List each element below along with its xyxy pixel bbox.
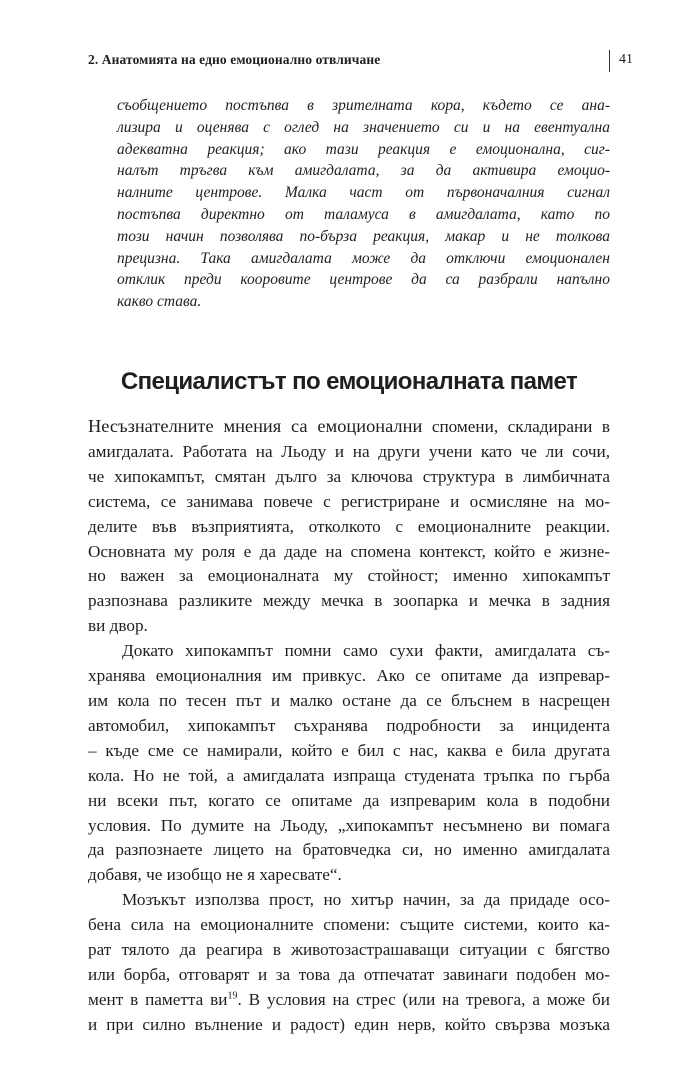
body-line: добавя, че изобщо не я харесвате“. <box>88 865 342 885</box>
body-line: ни всеки път, когато се опитаме да изпреварим кола в подобни <box>88 790 610 810</box>
running-header <box>88 50 648 74</box>
excerpt-line: отклик преди кооровите центрове да са разбрали напълно <box>117 271 610 289</box>
body-line: Основната му роля е да даде на спомена контекст, който е жизне- <box>88 541 610 561</box>
section-heading: Специалистът по емоционалната памет <box>120 368 578 395</box>
body-line: и при силно вълнение и радост) един нерв, който свързва мозъка <box>88 1014 610 1034</box>
excerpt-line: лизира и оценява с оглед на значението си и на евентуална <box>117 118 610 136</box>
body-line: но важен за емоционалната му стойност; именно хипокампът <box>88 566 610 586</box>
body-text <box>88 414 610 1038</box>
body-line-part: мент в паметта ви <box>88 989 228 1009</box>
body-line: да разпознаете лицето на братовчедка си, но именно амигдалата <box>88 840 610 860</box>
excerpt-line: съобщението постъпва в зрителната кора, където се ана- <box>117 97 610 114</box>
paragraph-lead: Несъзнателните мнения са емоционални <box>88 416 423 436</box>
body-line: бена сила на емоционалните спомени: същите системи, които ка- <box>88 915 610 935</box>
body-line: система, се занимава повече с регистриране и осмисляне на мо- <box>88 491 610 511</box>
body-line: хранява емоционалния им привкус. Ако се опитаме да изпревар- <box>88 666 610 686</box>
chapter-title: 2. Анатомията на едно емоционално отвличане <box>88 52 381 67</box>
body-line: условия. По думите на Льоду, „хипокампът несъмнено ви помага <box>88 815 610 835</box>
body-line: Докато хипокампът помни само сухи факти, амигдалата съ- <box>122 641 610 661</box>
header-divider <box>609 50 610 72</box>
body-line <box>88 414 610 440</box>
body-line-part: . В условия на стрес (или на тревога, а може би <box>237 989 610 1009</box>
excerpt-line: постъпва директно от таламуса в амигдалата, като по <box>117 205 610 223</box>
page-number: 41 <box>619 52 633 67</box>
body-line: делите във възприятията, отколкото с емоционалните реакции. <box>88 516 610 536</box>
body-line: Мозъкът използва прост, но хитър начин, за да придаде осо- <box>122 890 610 910</box>
body-line: – къде сме се намирали, който е бил с нас, каква е била другата <box>88 740 610 760</box>
excerpt-line: този начин позволява по-бърза реакция, макар и не толкова <box>117 227 610 245</box>
body-line: амигдалата. Работата на Льоду и на други учени като че ли сочи, <box>88 441 610 461</box>
excerpt-line: прецизна. Така амигдалата може да отключи емоционален <box>117 249 610 267</box>
body-line-rest: спомени, складирани в <box>422 417 610 436</box>
italic-excerpt <box>117 95 610 313</box>
body-line: рат тялото да реагира в животозастрашаващи ситуации с бягство <box>88 940 610 960</box>
body-line: разпознава разликите между мечка в зоопарка и мечка в задния <box>88 591 610 611</box>
excerpt-line: налът тръгва към амигдалата, за да активира емоцио- <box>117 162 610 180</box>
excerpt-line: адекватна реакция; ако тази реакция е емоционална, сиг- <box>117 140 610 158</box>
body-line: автомобил, хипокампът съхранява подробности за инцидента <box>88 715 610 735</box>
body-line: ви двор. <box>88 616 148 636</box>
body-line: им кола по тесен път и малко остане да се блъснем в насрещен <box>88 690 610 710</box>
body-line: кола. Но не той, а амигдалата изпраща студената тръпка по гърба <box>88 765 610 785</box>
body-line <box>88 988 610 1013</box>
body-line: или борба, отговарят и за това да отпечатат завинаги подобен мо- <box>88 964 610 984</box>
excerpt-line: какво става. <box>117 293 202 311</box>
body-line: че хипокампът, смятан дълго за ключова структура в лимбичната <box>88 466 610 486</box>
footnote-marker: 19 <box>227 990 238 1002</box>
excerpt-line: налните центрове. Малка част от първоначалния сигнал <box>117 184 610 202</box>
